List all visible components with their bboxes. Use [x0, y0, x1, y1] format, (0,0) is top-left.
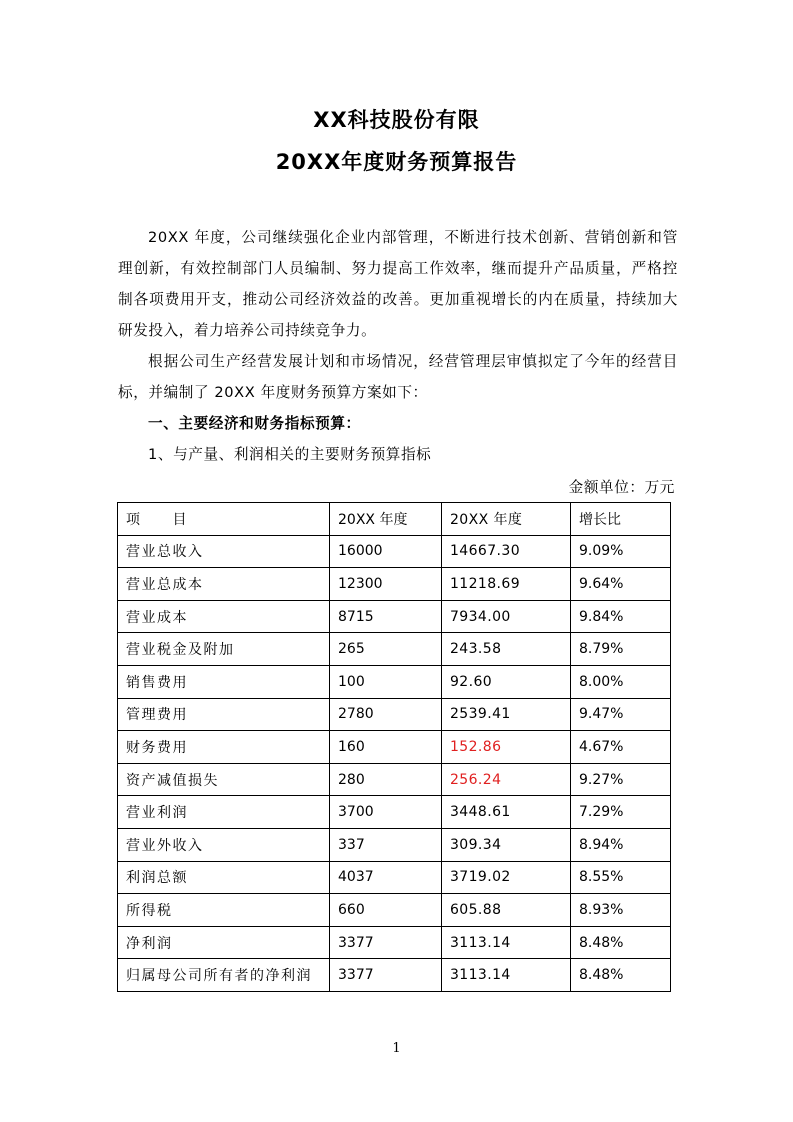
row-item-cell: 营业外收入 [118, 828, 330, 861]
header-item: 项 目 [118, 503, 330, 536]
unit-note: 金额单位：万元 [568, 479, 675, 496]
table-row [118, 698, 671, 731]
row-growth-cell: 8.93% [571, 894, 671, 927]
row-growth-cell: 9.27% [571, 763, 671, 796]
row-growth-cell: 8.00% [571, 665, 671, 698]
table-row [118, 665, 671, 698]
row-item-cell: 营业利润 [118, 796, 330, 829]
row-prior-cell: 605.88 [442, 894, 571, 927]
row-item-cell: 营业税金及附加 [118, 633, 330, 666]
row-item-cell: 财务费用 [118, 731, 330, 764]
row-prior-cell: 92.60 [442, 665, 571, 698]
header-prior-year: 20XX 年度 [442, 503, 571, 536]
row-budget-cell: 16000 [330, 535, 442, 568]
row-item-cell: 营业总收入 [118, 535, 330, 568]
table-row [118, 894, 671, 927]
row-budget-cell: 8715 [330, 600, 442, 633]
row-prior-cell: 3448.61 [442, 796, 571, 829]
row-prior-cell: 243.58 [442, 633, 571, 666]
row-growth-cell: 9.47% [571, 698, 671, 731]
row-prior-cell: 7934.00 [442, 600, 571, 633]
row-growth-cell: 9.84% [571, 600, 671, 633]
header-growth: 增长比 [571, 503, 671, 536]
row-budget-cell: 3377 [330, 926, 442, 959]
row-budget-cell: 3700 [330, 796, 442, 829]
row-budget-cell: 265 [330, 633, 442, 666]
table-body [118, 535, 671, 991]
table-row [118, 959, 671, 992]
row-prior-cell: 3113.14 [442, 926, 571, 959]
row-budget-cell: 660 [330, 894, 442, 927]
table-row [118, 796, 671, 829]
document-title-line1: XX科技股份有限 [313, 108, 480, 132]
page-number: 1 [392, 1041, 401, 1056]
row-item-cell: 销售费用 [118, 665, 330, 698]
row-prior-cell: 14667.30 [442, 535, 571, 568]
row-prior-cell: 256.24 [442, 763, 571, 796]
table-row [118, 535, 671, 568]
row-item-cell: 资产减值损失 [118, 763, 330, 796]
table-row [118, 633, 671, 666]
header-budget-year: 20XX 年度 [330, 503, 442, 536]
row-budget-cell: 280 [330, 763, 442, 796]
row-prior-cell: 3113.14 [442, 959, 571, 992]
row-budget-cell: 160 [330, 731, 442, 764]
table-row [118, 731, 671, 764]
document-title-line2: 20XX年度财务预算报告 [275, 150, 518, 174]
budget-table [117, 502, 671, 992]
row-budget-cell: 3377 [330, 959, 442, 992]
subsection-heading: 1、与产量、利润相关的主要财务预算指标 [148, 446, 432, 463]
row-budget-cell: 12300 [330, 568, 442, 601]
row-prior-cell: 11218.69 [442, 568, 571, 601]
row-growth-cell: 8.55% [571, 861, 671, 894]
intro-paragraph: 20XX 年度，公司继续强化企业内部管理，不断进行技术创新、营销创新和管理创新，有效控制部门人员编制、努力提高工作效率，继而提升产品质量，严格控制各项费用开支，推动公司经济效益的改善。更加重视增长的内在质量，持续加大研发投入，着力培养公司持续竞争力。 [118, 229, 678, 339]
plan-paragraph: 根据公司生产经营发展计划和市场情况，经营管理层审慎拟定了今年的经营目标，并编制了 20XX 年度财务预算方案如下： [118, 353, 678, 401]
row-growth-cell: 8.48% [571, 926, 671, 959]
table-row [118, 828, 671, 861]
row-item-cell: 管理费用 [118, 698, 330, 731]
table-header-row [118, 503, 671, 536]
row-growth-cell: 8.48% [571, 959, 671, 992]
table-row [118, 600, 671, 633]
row-prior-cell: 2539.41 [442, 698, 571, 731]
row-growth-cell: 8.94% [571, 828, 671, 861]
section-heading: 一、主要经济和财务指标预算： [148, 415, 361, 432]
row-budget-cell: 337 [330, 828, 442, 861]
row-prior-cell: 152.86 [442, 731, 571, 764]
row-item-cell: 归属母公司所有者的净利润 [118, 959, 330, 992]
row-growth-cell: 7.29% [571, 796, 671, 829]
row-growth-cell: 4.67% [571, 731, 671, 764]
row-growth-cell: 9.09% [571, 535, 671, 568]
table-row [118, 861, 671, 894]
row-growth-cell: 8.79% [571, 633, 671, 666]
row-item-cell: 净利润 [118, 926, 330, 959]
table-row [118, 568, 671, 601]
row-item-cell: 营业总成本 [118, 568, 330, 601]
row-budget-cell: 100 [330, 665, 442, 698]
row-item-cell: 利润总额 [118, 861, 330, 894]
row-growth-cell: 9.64% [571, 568, 671, 601]
table-row [118, 926, 671, 959]
row-budget-cell: 2780 [330, 698, 442, 731]
row-prior-cell: 3719.02 [442, 861, 571, 894]
row-item-cell: 营业成本 [118, 600, 330, 633]
row-prior-cell: 309.34 [442, 828, 571, 861]
table-row [118, 763, 671, 796]
row-item-cell: 所得税 [118, 894, 330, 927]
row-budget-cell: 4037 [330, 861, 442, 894]
